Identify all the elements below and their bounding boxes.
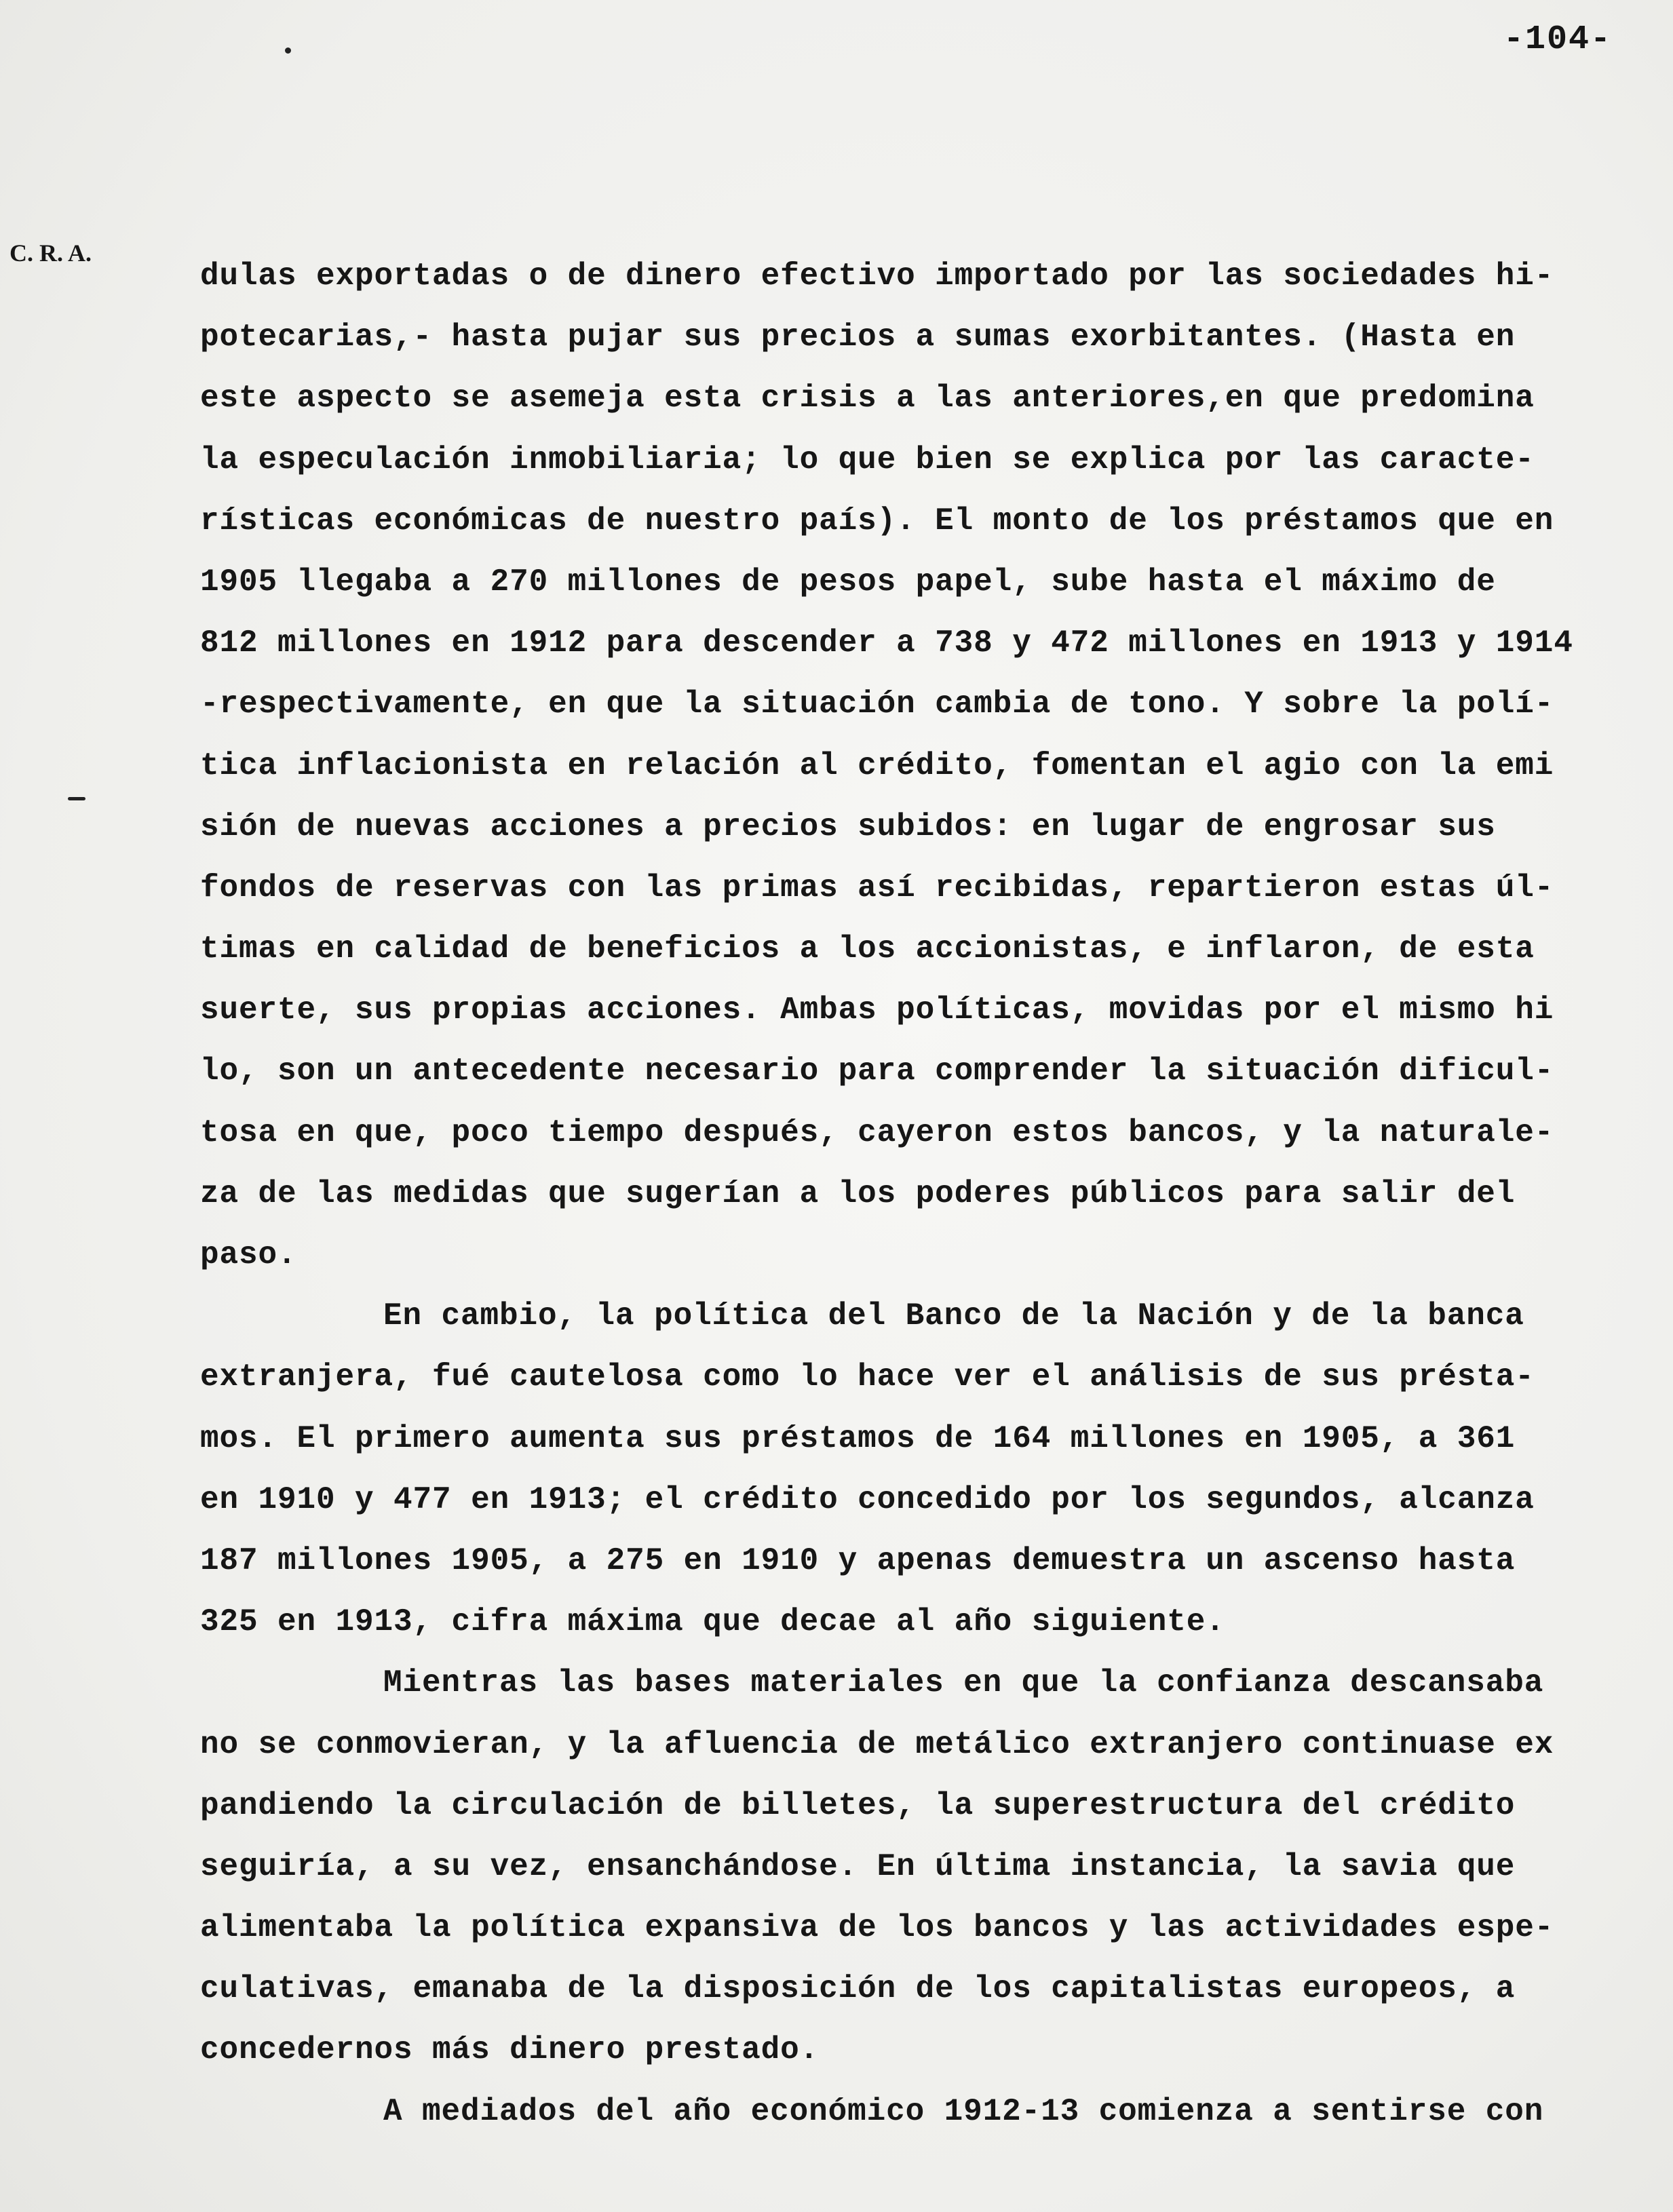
text-line: timas en calidad de beneficios a los accionistas, e inflaron, de esta: [200, 931, 1535, 967]
text-line: no se conmovieran, y la afluencia de metálico extranjero continuase ex: [200, 1726, 1554, 1762]
text-line: Mientras las bases materiales en que la confianza descansaba: [383, 1665, 1544, 1701]
paragraph: [200, 246, 1659, 1285]
text-line: mos. El primero aumenta sus préstamos de 164 millones en 1905, a 361: [200, 1420, 1516, 1456]
ink-speck: [285, 47, 291, 54]
text-line: extranjera, fué cautelosa como lo hace ver el análisis de sus présta-: [200, 1359, 1535, 1395]
text-line: En cambio, la política del Banco de la Nación y de la banca: [383, 1298, 1524, 1334]
ink-speck: [68, 797, 85, 800]
text-line: dulas exportadas o de dinero efectivo importado por las sociedades hi-: [200, 258, 1554, 294]
document-body: [200, 246, 1659, 2142]
paragraph: [200, 1652, 1659, 2080]
text-line: 1905 llegaba a 270 millones de pesos papel, sube hasta el máximo de: [200, 564, 1496, 600]
text-line: la especulación inmobiliaria; lo que bien se explica por las caracte-: [200, 442, 1535, 478]
text-line: 812 millones en 1912 para descender a 738 y 472 millones en 1913 y 1914: [200, 625, 1573, 661]
text-line: 325 en 1913, cifra máxima que decae al año siguiente.: [200, 1604, 1225, 1640]
text-line: 187 millones 1905, a 275 en 1910 y apenas demuestra un ascenso hasta: [200, 1542, 1516, 1578]
paragraph: [200, 2081, 1659, 2142]
text-line: pandiendo la circulación de billetes, la superestructura del crédito: [200, 1787, 1516, 1823]
text-line: fondos de reservas con las primas así recibidas, repartieron estas úl-: [200, 870, 1554, 906]
text-line: sión de nuevas acciones a precios subidos: en lugar de engrosar sus: [200, 809, 1496, 845]
text-line: seguiría, a su vez, ensanchándose. En última instancia, la savia que: [200, 1848, 1516, 1884]
text-line: culativas, emanaba de la disposición de los capitalistas europeos, a: [200, 1971, 1516, 2007]
text-line: paso.: [200, 1237, 297, 1273]
text-line: alimentaba la política expansiva de los bancos y las actividades espe-: [200, 1910, 1554, 1946]
text-line: A mediados del año económico 1912-13 comienza a sentirse con: [383, 2093, 1544, 2129]
text-line: este aspecto se asemeja esta crisis a las anteriores,en que predomina: [200, 381, 1535, 416]
text-line: tica inflacionista en relación al crédito, fomentan el agio con la emi: [200, 748, 1554, 783]
text-line: tosa en que, poco tiempo después, cayeron estos bancos, y la naturale-: [200, 1114, 1554, 1150]
margin-stamp: C. R. A.: [9, 239, 92, 267]
paragraph: [200, 1285, 1659, 1652]
text-line: suerte, sus propias acciones. Ambas políticas, movidas por el mismo hi: [200, 992, 1554, 1028]
text-line: -respectivamente, en que la situación cambia de tono. Y sobre la polí-: [200, 686, 1554, 722]
text-line: en 1910 y 477 en 1913; el crédito concedido por los segundos, alcanza: [200, 1481, 1535, 1517]
text-line: concedernos más dinero prestado.: [200, 2032, 820, 2068]
text-line: potecarias,- hasta pujar sus precios a sumas exorbitantes. (Hasta en: [200, 319, 1516, 355]
text-line: za de las medidas que sugerían a los poderes públicos para salir del: [200, 1176, 1516, 1211]
text-line: rísticas económicas de nuestro país). El monto de los préstamos que en: [200, 503, 1554, 539]
page-number: -104-: [1503, 20, 1612, 59]
text-line: lo, son un antecedente necesario para comprender la situación dificul-: [200, 1053, 1554, 1089]
